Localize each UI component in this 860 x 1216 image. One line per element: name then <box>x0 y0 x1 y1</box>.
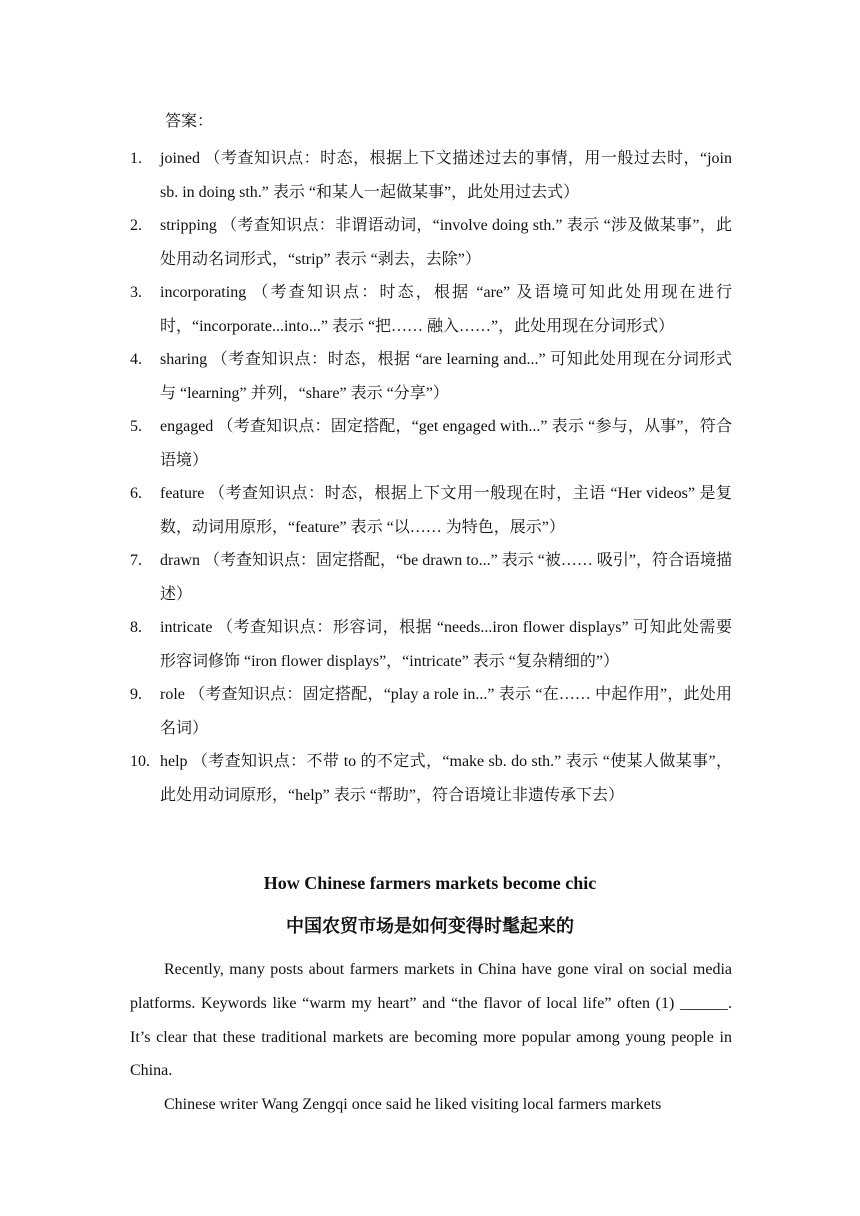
answer-text: engaged （考查知识点：固定搭配，“get engaged with...” 表示 “参与，从事”，符合语境） <box>160 418 732 469</box>
article-title-english: How Chinese farmers markets become chic <box>263 873 597 893</box>
answer-text: joined （考查知识点：时态，根据上下文描述过去的事情，用一般过去时，“join sb. in doing sth.” 表示 “和某人一起做某事”，此处用过去式） <box>160 150 732 201</box>
answer-text: incorporating （考查知识点：时态，根据 “are” 及语境可知此处用现在进行时，“incorporate...into...” 表示 “把…… 融入……”，此处用现在分词形式） <box>160 284 732 335</box>
answer-number: 1. <box>130 150 142 167</box>
answer-heading: 答案： <box>165 113 214 130</box>
answer-item <box>130 142 732 209</box>
answer-text: intricate （考查知识点：形容词，根据 “needs...iron flower displays” 可知此处需要形容词修饰 “iron flower displays”，“intricate” 表示 “复杂精细的”） <box>160 619 732 670</box>
answer-item <box>130 544 732 611</box>
answer-item <box>130 410 732 477</box>
article-paragraph: Chinese writer Wang Zengqi once said he liked visiting local farmers markets <box>164 1096 662 1114</box>
answer-text: stripping （考查知识点：非谓语动词，“involve doing sth.” 表示 “涉及做某事”，此处用动名词形式，“strip” 表示 “剥去，去除”） <box>160 217 732 268</box>
answer-number: 9. <box>130 686 142 703</box>
answer-item <box>130 276 732 343</box>
answer-list <box>130 142 732 812</box>
article-paragraph: Recently, many posts about farmers markets in China have gone viral on social media platforms. Keywords like “warm my heart” and “the flavor of local life” often (1) ______. It’s clear that these traditional markets are becoming more popular among young people in China. <box>130 961 732 1080</box>
answer-item <box>130 678 732 745</box>
answer-item <box>130 611 732 678</box>
answer-text: sharing （考查知识点：时态，根据 “are learning and...” 可知此处用现在分词形式与 “learning” 并列，“share” 表示 “分享”） <box>160 351 732 402</box>
answer-item <box>130 209 732 276</box>
answer-number: 5. <box>130 418 142 435</box>
answer-number: 4. <box>130 351 142 368</box>
answer-item <box>130 343 732 410</box>
answer-item <box>130 477 732 544</box>
answer-number: 7. <box>130 552 142 569</box>
answer-number: 2. <box>130 217 142 234</box>
answer-text: drawn （考查知识点：固定搭配，“be drawn to...” 表示 “被…… 吸引”，符合语境描述） <box>160 552 732 603</box>
answer-number: 8. <box>130 619 142 636</box>
answer-number: 6. <box>130 485 142 502</box>
answer-number: 3. <box>130 284 142 301</box>
answer-number: 10. <box>130 753 150 770</box>
article-body <box>130 953 732 1122</box>
answer-item <box>130 745 732 812</box>
answer-text: role （考查知识点：固定搭配，“play a role in...” 表示 “在…… 中起作用”，此处用名词） <box>160 686 732 737</box>
answer-text: help （考查知识点：不带 to 的不定式，“make sb. do sth.” 表示 “使某人做某事”，此处用动词原形，“help” 表示 “帮助”，符合语境让非遗传承下去） <box>160 753 732 804</box>
article-title-chinese: 中国农贸市场是如何变得时髦起来的 <box>286 916 574 937</box>
answer-text: feature （考查知识点：时态，根据上下文用一般现在时，主语 “Her videos” 是复数，动词用原形，“feature” 表示 “以…… 为特色，展示”） <box>160 485 732 536</box>
